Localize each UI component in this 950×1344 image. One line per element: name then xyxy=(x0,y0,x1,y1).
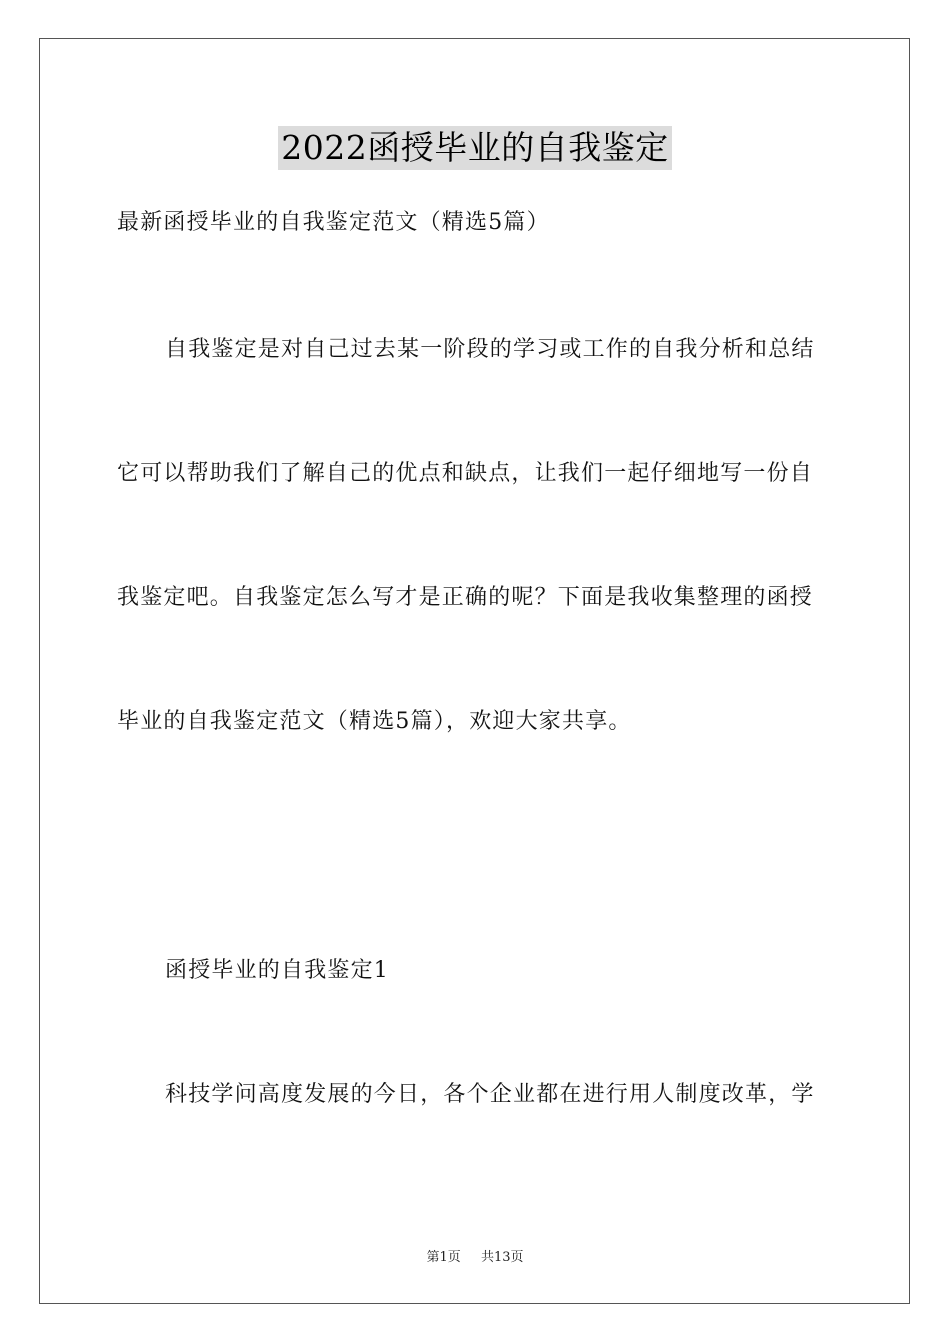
paragraph-line: 毕业的自我鉴定范文（精选5篇），欢迎大家共享。 xyxy=(117,709,632,734)
document-title: 2022函授毕业的自我鉴定 xyxy=(278,126,671,170)
subtitle-line: 最新函授毕业的自我鉴定范文（精选5篇） xyxy=(117,210,550,235)
page-footer xyxy=(0,1249,950,1267)
paragraph-line: 自我鉴定是对自己过去某一阶段的学习或工作的自我分析和总结 xyxy=(165,337,815,362)
section-heading: 函授毕业的自我鉴定1 xyxy=(165,958,389,983)
paragraph-line: 它可以帮助我们了解自己的优点和缺点，让我们一起仔细地写一份自 xyxy=(117,461,814,486)
title-wrapper xyxy=(0,126,950,170)
total-pages: 共13页 xyxy=(480,1250,524,1265)
paragraph-line: 科技学问高度发展的今日，各个企业都在进行用人制度改革，学 xyxy=(165,1082,815,1107)
paragraph-line: 我鉴定吧。自我鉴定怎么写才是正确的呢？下面是我收集整理的函授 xyxy=(117,585,814,610)
page-number: 第1页 xyxy=(426,1250,461,1265)
